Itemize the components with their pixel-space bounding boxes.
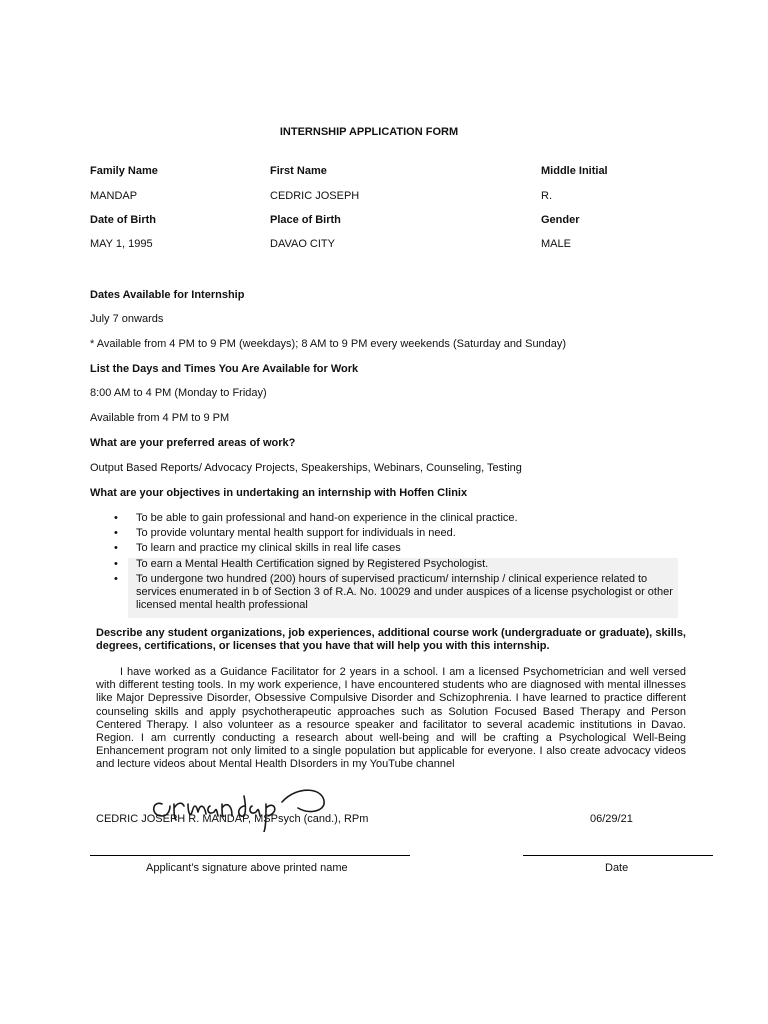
days-times-line-1: 8:00 AM to 4 PM (Monday to Friday) (90, 387, 267, 399)
middle-initial-value: R. (541, 190, 552, 202)
days-times-heading: List the Days and Times You Are Available for Work (90, 363, 359, 375)
dates-available-value: July 7 onwards (90, 313, 164, 325)
signature-date: 06/29/21 (590, 813, 633, 825)
printed-name: CEDRIC JOSEPH R. MANDAP, MSPsych (cand.), RPm (96, 813, 369, 825)
list-item: • To undergone two hundred (200) hours of supervised practicum/ internship / clinical experience related to services enumerated in b of Section 3 of R.A. No. 10029 and under auspices of a license psychologist or other licensed mental health professional (112, 573, 678, 613)
list-item: • To be able to gain professional and hand-on experience in the clinical practice. (112, 512, 678, 525)
list-item: • To provide voluntary mental health support for individuals in need. (112, 527, 678, 540)
page-title: INTERNSHIP APPLICATION FORM (279, 126, 459, 138)
pob-label: Place of Birth (270, 214, 341, 226)
gender-value: MALE (541, 238, 571, 250)
dob-value: MAY 1, 1995 (90, 238, 153, 250)
gender-label: Gender (541, 214, 580, 226)
list-item: • To learn and practice my clinical skills in real life cases (112, 542, 678, 555)
first-name-label: First Name (270, 165, 327, 177)
date-caption: Date (605, 862, 629, 874)
list-item: • To earn a Mental Health Certification signed by Registered Psychologist. (112, 558, 678, 571)
middle-initial-label: Middle Initial (541, 165, 608, 177)
objectives-heading: What are your objectives in undertaking an internship with Hoffen Clinix (90, 487, 468, 499)
signature-caption: Applicant’s signature above printed name (146, 862, 348, 874)
family-name-label: Family Name (90, 165, 158, 177)
first-name-value: CEDRIC JOSEPH (270, 190, 360, 202)
objectives-list (112, 512, 678, 614)
signature-line (90, 855, 410, 856)
describe-heading: Describe any student organizations, job experiences, additional course work (undergraduate or graduate), skills, degrees, certifications, or licenses that you have that will help you with this internship. (96, 627, 686, 652)
preferred-areas-value: Output Based Reports/ Advocacy Projects, Speakerships, Webinars, Counseling, Testing (90, 462, 522, 474)
days-times-line-2: Available from 4 PM to 9 PM (90, 412, 230, 424)
dates-available-heading: Dates Available for Internship (90, 289, 245, 301)
dob-label: Date of Birth (90, 214, 156, 226)
pob-value: DAVAO CITY (270, 238, 335, 250)
experience-paragraph: I have worked as a Guidance Facilitator for 2 years in a school. I am a licensed Psychometrician and well versed with different testing tools. In my work experience, I have encountered students who are diagnosed with mental illnesses like Major Depressive Disorder, Obsessive Compulsive Disorder and Schizophrenia. I have learned to practice different counseling skills and apply psychotherapeutic approaches such as Solution Focused Based Therapy and Person Centered Therapy. I also volunteer as a resource speaker and facilitator to several academic institutions in Davao. Region. I am currently conducting a research about well-being and will be crafting a Psychological Well-Being Enhancement program not only limited to a single population but applicable for everyone. I also create advocacy videos and lecture videos about Mental Health DIsorders in my YouTube channel (96, 666, 686, 771)
preferred-areas-heading: What are your preferred areas of work? (90, 437, 296, 449)
family-name-value: MANDAP (90, 190, 138, 202)
availability-note: * Available from 4 PM to 9 PM (weekdays); 8 AM to 9 PM every weekends (Saturday and Sunday) (90, 338, 567, 350)
date-line (523, 855, 713, 856)
